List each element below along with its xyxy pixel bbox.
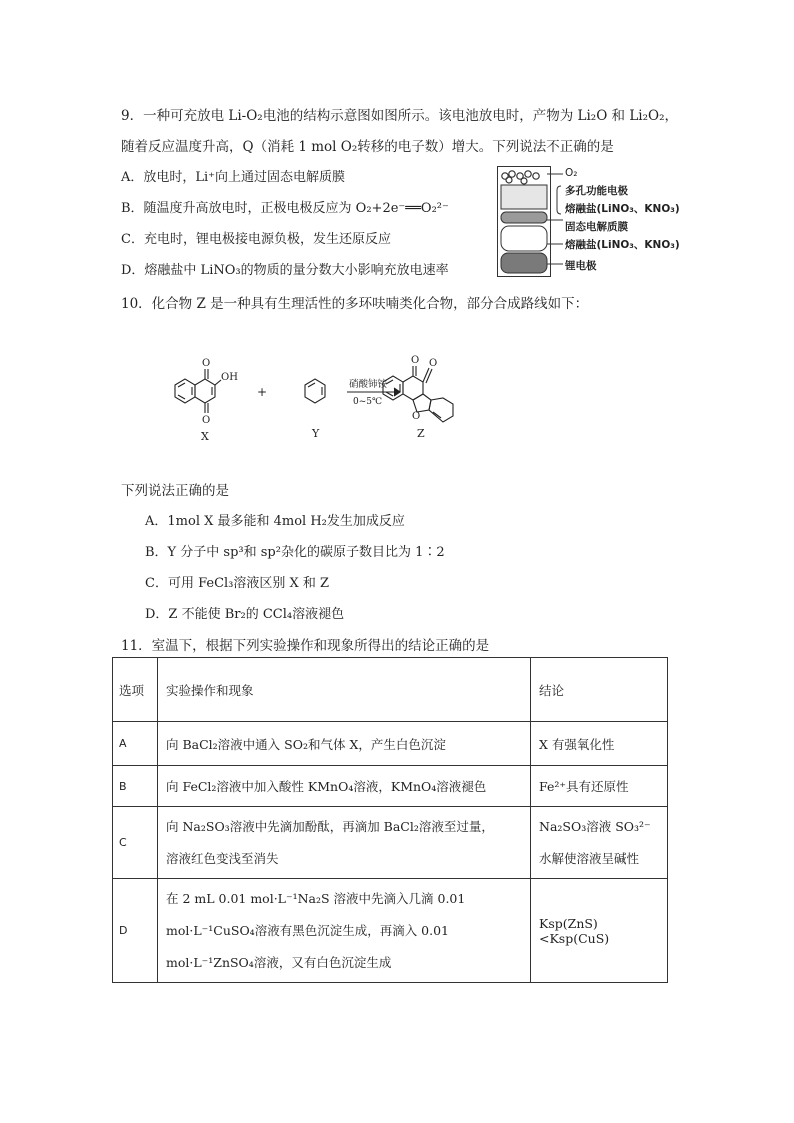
z-furan-o: O [412, 411, 421, 422]
x-carbonyl-o-bottom: O [202, 415, 211, 426]
z-furan-ring [413, 394, 431, 412]
header-operation: 实验操作和现象 [158, 658, 531, 722]
label-o2: O₂ [565, 167, 578, 179]
q11-stem: 11．室温下，根据下列实验操作和现象所得出的结论正确的是 [121, 638, 490, 654]
label-molten-salt-1: 熔融盐(LiNO₃、KNO₃) [565, 203, 680, 215]
q9-option-b: B．随温度升高放电时，正极电极反应为 O₂+2e⁻══O₂²⁻ [121, 201, 449, 216]
o2-bubbles-icon [502, 171, 539, 184]
row-c-option: C [113, 807, 158, 879]
row-d-operation [158, 879, 531, 983]
temperature-label: 0~5℃ [353, 397, 383, 407]
header-option: 选项 [113, 658, 158, 722]
q10-option-d: D．Z 不能使 Br₂的 CCl₄溶液褪色 [145, 607, 345, 622]
label-membrane: 固态电解质膜 [565, 221, 628, 233]
q10-stem: 10．化合物 Z 是一种具有生理活性的多环呋喃类化合物，部分合成路线如下： [121, 296, 589, 312]
row-d-operation-line3: mol·L⁻¹ZnSO₄溶液，又有白色沉淀生成 [166, 954, 392, 970]
table-row [113, 807, 668, 879]
row-c-operation-line2: 溶液红色变浅至消失 [166, 850, 279, 866]
z-cyclohexene-ring [429, 398, 453, 422]
q10-option-c: C．可用 FeCl₃溶液区别 X 和 Z [145, 576, 330, 591]
row-b-option: B [113, 766, 158, 807]
reaction-scheme [165, 340, 485, 445]
experiment-table [112, 657, 668, 983]
row-c-operation-line1: 向 Na₂SO₃溶液中先滴加酚酞，再滴加 BaCl₂溶液至过量， [166, 818, 494, 834]
z-carbonyl-o-top: O [411, 355, 420, 366]
battery-diagram [497, 166, 551, 277]
row-a-conclusion: X 有强氧化性 [531, 722, 668, 766]
q9-stem-line2: 随着反应温度升高，Q（消耗 1 mol O₂转移的电子数）增大。下列说法不正确的是 [121, 139, 614, 155]
q10-ask: 下列说法正确的是 [121, 483, 229, 499]
table-row [113, 722, 668, 766]
label-y: Y [312, 427, 320, 440]
x-hydroxyl-label: OH [221, 372, 238, 383]
row-c-operation [158, 807, 531, 879]
row-b-conclusion: Fe²⁺具有还原性 [531, 766, 668, 807]
row-b-operation: 向 FeCl₂溶液中加入酸性 KMnO₄溶液，KMnO₄溶液褪色 [158, 766, 531, 807]
header-conclusion: 结论 [531, 658, 668, 722]
lithium-electrode-layer [501, 253, 547, 273]
z-carbonyl-o-right: O [429, 358, 438, 369]
row-a-option: A [113, 722, 158, 766]
label-z: Z [417, 427, 425, 440]
row-d-option: D [113, 879, 158, 983]
molten-salt-layer [501, 226, 547, 251]
x-carbonyl-o-top: O [202, 358, 211, 369]
table-row [113, 766, 668, 807]
row-d-operation-line2: mol·L⁻¹CuSO₄溶液有黑色沉淀生成，再滴入 0.01 [166, 922, 450, 938]
table-header-row [113, 658, 668, 722]
label-x: X [201, 430, 209, 443]
diagram-leader-lines [545, 166, 565, 276]
table-row [113, 879, 668, 983]
row-d-conclusion: Ksp(ZnS)<Ksp(CuS) [531, 879, 668, 983]
q10-option-b: B．Y 分子中 sp³和 sp²杂化的碳原子数目比为 1∶2 [145, 545, 445, 560]
q9-option-d: D．熔融盐中 LiNO₃的物质的量分数大小影响充放电速率 [121, 263, 449, 278]
q9-option-c: C．充电时，锂电极接电源负极，发生还原反应 [121, 232, 391, 247]
row-d-operation-line1: 在 2 mL 0.01 mol·L⁻¹Na₂S 溶液中先滴入几滴 0.01 [166, 890, 466, 906]
plus-sign: + [257, 385, 268, 399]
row-c-conclusion-line2: 水解使溶液呈碱性 [539, 850, 640, 866]
q9-option-a: A．放电时，Li⁺向上通过固态电解质膜 [121, 170, 346, 185]
row-c-conclusion-line1: Na₂SO₃溶液 SO₃²⁻ [539, 818, 651, 834]
label-lithium-electrode: 锂电极 [565, 260, 597, 272]
porous-electrode-layer [501, 185, 547, 209]
battery-layers [498, 167, 550, 276]
solid-electrolyte-membrane-layer [501, 212, 547, 223]
q9-stem-line1: 9．一种可充放电 Li-O₂电池的结构示意图如图所示。该电池放电时，产物为 Li₂O 和 Li₂O₂， [121, 108, 679, 124]
label-porous-electrode: 多孔功能电极 [565, 185, 628, 197]
q10-option-a: A．1mol X 最多能和 4mol H₂发生加成反应 [145, 514, 405, 529]
label-molten-salt-2: 熔融盐(LiNO₃、KNO₃) [565, 239, 680, 251]
row-c-conclusion [531, 807, 668, 879]
reagent-label: 硝酸铈铵 [349, 379, 388, 390]
row-a-operation: 向 BaCl₂溶液中通入 SO₂和气体 X，产生白色沉淀 [158, 722, 531, 766]
